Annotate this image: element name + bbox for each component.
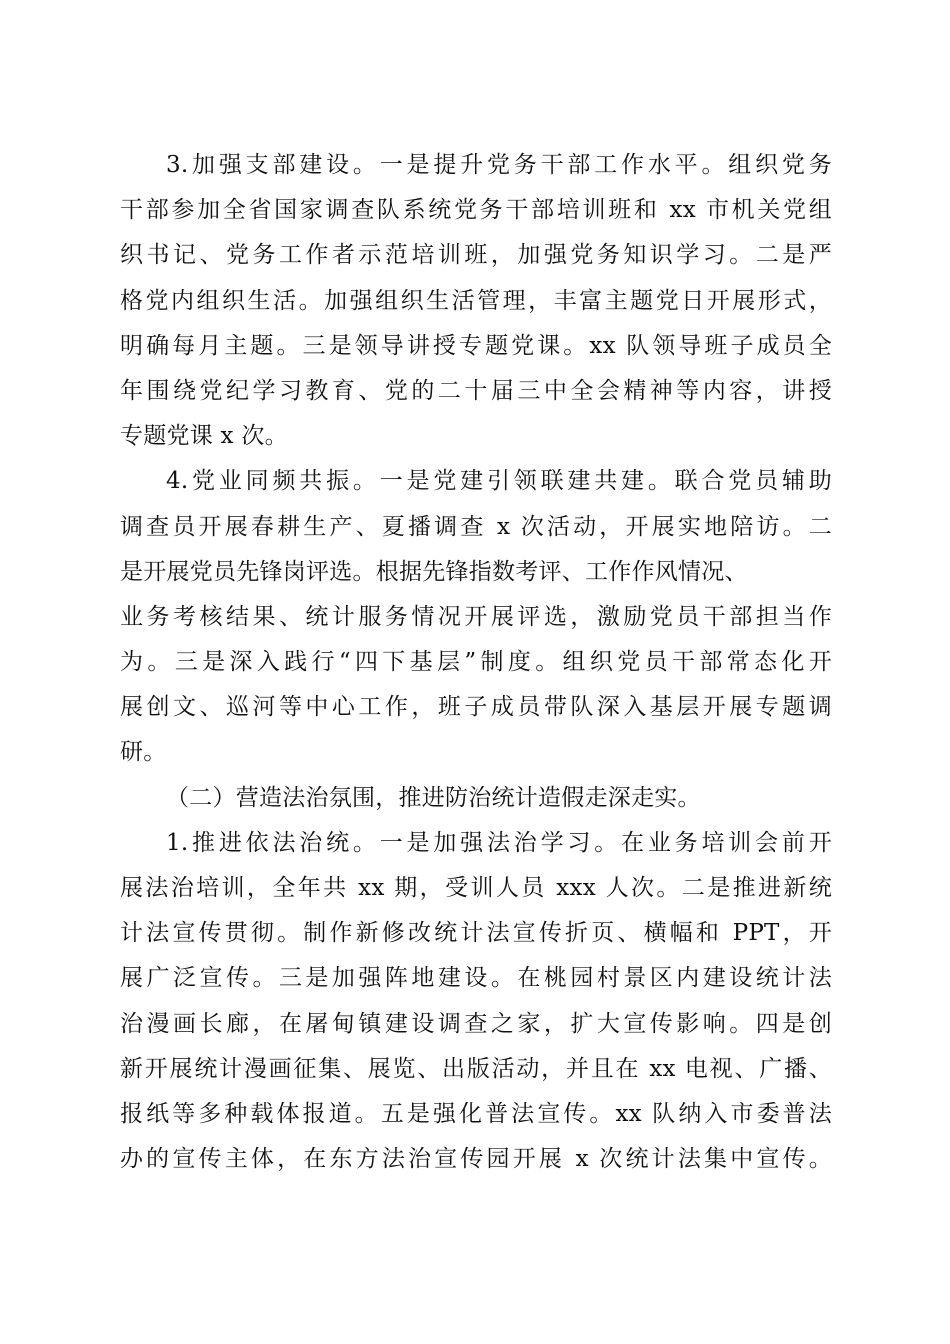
text-line: 干部参加全省国家调查队系统党务干部培训班和 xx 市机关党组 — [120, 197, 832, 224]
paragraph-rule-of-law — [120, 821, 832, 1183]
heading-line: （二）营造法治氛围，推进防治统计造假走深走实。 — [166, 784, 701, 811]
paragraph-party-work-resonance — [120, 459, 832, 775]
text-line: 研。 — [120, 739, 167, 766]
text-line: 调查员开展春耕生产、夏播调查 x 次活动，开展实地陪访。二 — [120, 513, 832, 540]
text-line: 展法治培训，全年共 xx 期，受训人员 xxx 人次。二是推进新统 — [120, 875, 832, 901]
text-line: 新开展统计漫画征集、展览、出版活动，并且在 xx 电视、广播、 — [120, 1055, 832, 1082]
paragraph-branch-building — [120, 143, 832, 459]
text-line: 业务考核结果、统计服务情况开展评选，激励党员干部担当作 — [120, 603, 832, 630]
text-line: 年围绕党纪学习教育、党的二十届三中全会精神等内容，讲授 — [120, 377, 832, 404]
text-line: 织书记、党务工作者示范培训班，加强党务知识学习。二是严 — [120, 242, 832, 269]
text-line: 1.推进依法治统。一是加强法治学习。在业务培训会前开 — [166, 829, 832, 856]
text-line: 治漫画长廊，在屠甸镇建设调查之家，扩大宣传影响。四是创 — [120, 1010, 832, 1037]
text-line: 是开展党员先锋岗评选。根据先锋指数考评、工作作风情况、 — [120, 558, 748, 585]
text-line: 计法宣传贯彻。制作新修改统计法宣传折页、横幅和 PPT，开 — [120, 920, 832, 947]
text-line: 展创文、巡河等中心工作，班子成员带队深入基层开展专题调 — [120, 694, 832, 721]
text-line: 展广泛宣传。三是加强阵地建设。在桃园村景区内建设统计法 — [120, 965, 832, 992]
document-body — [120, 143, 832, 1182]
text-line: 为。三是深入践行“四下基层”制度。组织党员干部常态化开 — [120, 649, 832, 676]
text-line: 4.党业同频共振。一是党建引领联建共建。联合党员辅助 — [166, 468, 832, 495]
text-line: 专题党课 x 次。 — [120, 423, 288, 450]
text-line: 明确每月主题。三是领导讲授专题党课。xx 队领导班子成员全 — [120, 332, 832, 359]
section-heading — [120, 776, 832, 821]
text-line: 3.加强支部建设。一是提升党务干部工作水平。组织党务 — [166, 152, 832, 178]
text-line: 报纸等多种载体报道。五是强化普法宣传。xx 队纳入市委普法 — [120, 1100, 832, 1127]
text-line: 办的宣传主体，在东方法治宣传园开展 x 次统计法集中宣传。 — [120, 1146, 832, 1173]
text-line: 格党内组织生活。加强组织生活管理，丰富主题党日开展形式， — [120, 287, 832, 314]
